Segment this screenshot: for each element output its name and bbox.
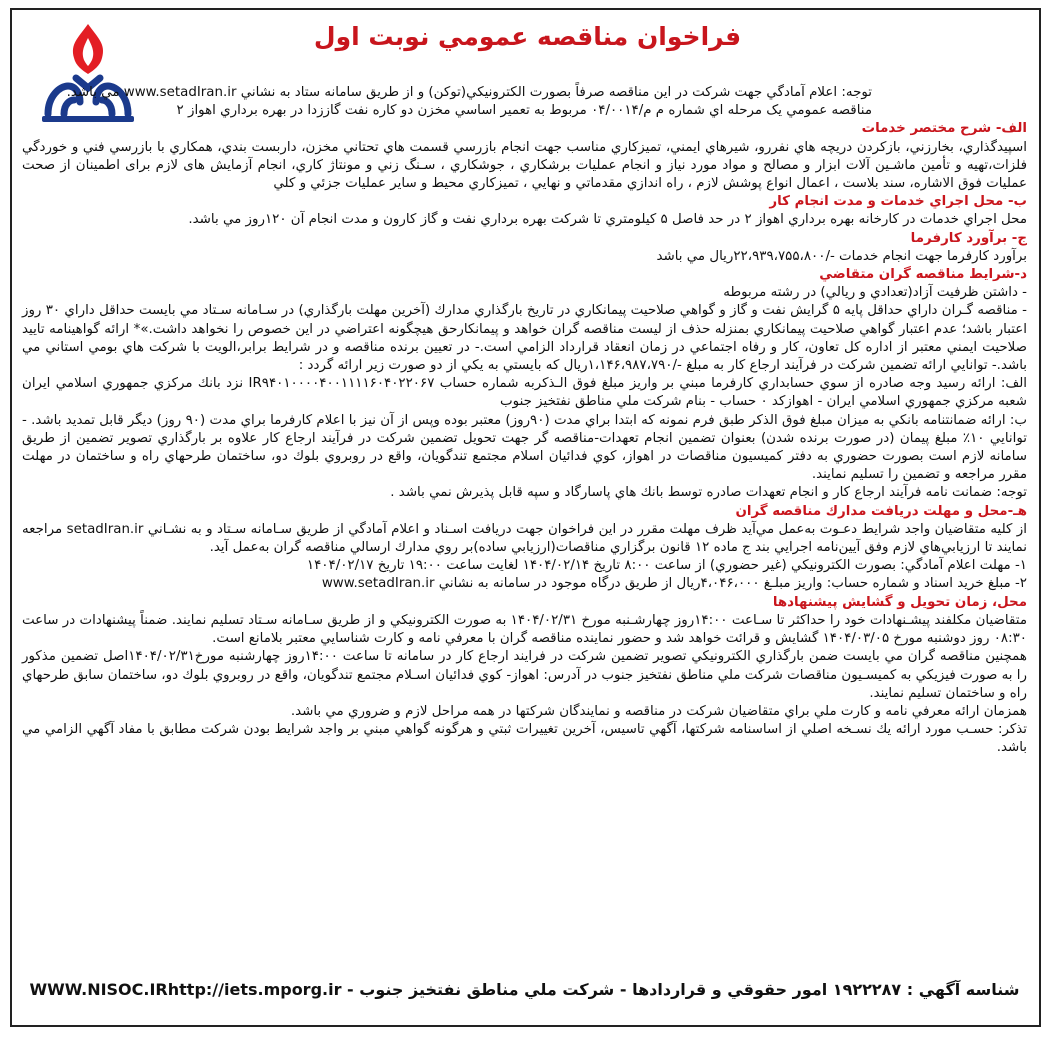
- section-c-body: برآورد كارفرما جهت انجام خدمات -/۲۲،۹۳۹،۷۵۵،۸۰۰ريال مي باشد: [656, 248, 1027, 264]
- section-a-body: اسپيدگذاري، بخارزني، بازكردن دريچه هاي نفررو، شيرهاي ايمني، تميزكاري مناسب جهت انجام بازرسي قسمت هاي تحتاني مخزن، داربست بندي، همكاري با بازرسي فني و خوردگي فلزات،تهيه و تأمين ماشـين آلات ابزار و مصالح و مواد مورد نياز و انجام عمليات برشكاري ، جوشكاري ، سـنگ زني و مونتاژ كاري، انجام آزمايش هاى لازم براى اطمينان از صحت عمليات فوق الاشاره، سند بلاست ، اعمال انواع پوشش لازم ، راه اندازي مقدماتي و نهايي ، تميزكاري محيط و ساير عمليات جزئي و كلي: [22, 139, 1027, 192]
- section-a-heading: الف- شرح مختصر خدمات: [861, 121, 1027, 137]
- section-d-item: - مناقصه گـران داراي حداقل پايه ۵ گرايش نفت و گاز و گواهي صلاحيت پيمانكاري در تاريخ بارگذاري مدارك (آخرين مهلت بارگذاري) در سـامانه سـتاد مي بايست حداقل داراي ۳۰ روز اعتبار باشد؛ عدم اعتبار گواهي صلاحيت پيمانكاري بمنزله حذف از ليست مناقصه گران خواهد و پيمانكارحق هيچگونه اعتراضي در اين خصوص را نخواهد داشت.»* ارائه گواهينامه تاييد صلاحيت ايمني معتبر از اداره كل تعاون، كار و رفاه اجتماعي در زمان انعقاد قرارداد الزامي است.- در تعيين برنده مناقصه و در شرايط برابر،الويت با شركت هاي بومي استاني مي باشد.- توانايي ارائه تضمين شركت در فرآيند ارجاع كار به مبلغ -/۱،۱۴۶،۹۸۷،۷۹۰ريال كه بايستي به يكي از دو صورت زير ارائه گردد :: [22, 303, 1027, 374]
- section-f-heading: محل، زمان تحويل و گشايش پيشنهادها: [772, 594, 1027, 610]
- notice-title: فراخوان مناقصه عمومي نوبت اول: [313, 22, 742, 51]
- intro-line-1: توجه: اعلام آمادگي جهت شركت در اين مناقصه صرفاً بصورت الكترونيكي(توكن) و از طريق سامانه ستاد به نشاني www.setadIran.ir مي باشد.: [66, 85, 872, 100]
- section-d-item: ب: ارائه ضمانتنامه بانكي به ميزان مبلغ فوق الذكر طبق فرم نمونه كه ابتدا براي مدت (۹۰روز) معتبر بوده وپس از آن نيز با اعلام كارفرما براي مدت (۹۰ روز) ديگر قابل تمديد باشد. - توانايي ۱۰٪ مبلغ پيمان (در صورت برنده شدن) بعنوان تضمين انجام تعهدات-مناقصه گر جهت تحويل تضمين شركت در فرآيند ارجاع كار علاوه بر بارگذاري تصوير تضمين از طريق سامانه لازم است بصورت حضوري به دفتر كميسيون مناقصات در اهواز، كوي فدائيان اسلام مجتمع تندگويان، واقع در روبروي بلوك دو، ساختمان طرحهاي راه و ساختمان در مهلت مقرر مراجعه و تضمين را تسليم نمايند.: [22, 412, 1027, 483]
- section-e-item: ۲- مبلغ خريد اسناد و شماره حساب: واريز مبلـغ ۴،۰۴۶،۰۰۰ريال از طريق درگاه موجود در سامانه به نشاني www.setadIran.ir: [321, 576, 1027, 592]
- section-c-heading: ج- برآورد كارفرما: [910, 230, 1027, 246]
- section-f-item: تذكر: حسـب مورد ارائه يك نسـخه اصلي از اساسنامه شركتها، آگهي تاسيس، آخرين تغييرات ثبتي و هرگونه گواهي مبني بر واجد شرايط بودن شركت مطابق با مفاد آگهي الزامي مي باشد.: [22, 722, 1027, 756]
- section-d-item: - داشتن ظرفيت آزاد(تعدادي و ريالي) در رشته مربوطه: [723, 285, 1027, 301]
- notice-body: [22, 84, 1027, 758]
- section-e-item: ۱- مهلت اعلام آمادگي: بصورت الكترونيكي (غير حضوري) از ساعت ۸:۰۰ تاريخ ۱۴۰۴/۰۲/۱۴ لغايت ساعت ۱۹:۰۰ تاريخ ۱۴۰۴/۰۲/۱۷: [306, 558, 1027, 574]
- intro-line-2: مناقصه عمومي يک مرحله اي شماره م م/۰۴/۰۰۱۴ مربوط به تعمير اساسي مخزن دو كاره نفت گاززدا در بهره برداري اهواز ۲: [176, 103, 872, 119]
- section-e-item: از كليه متقاضيان واجد شرايط دعـوت به‌عمل مي‌آيد ظرف مهلت مقرر در اين فراخوان جهت دريافت اسـناد و اعلام آمادگي از طريق سـامانه سـتاد و به نشـاني setadIran.ir مراجعه نمايند تا ارزيابي‌هاي لازم وفق آيين‌نامه اجرايي بند ج ماده ۱۲ قانون برگزاري مناقصات(ارزيابي ساده)بر روي مدارك ارسالي مناقصه گران به‌عمل آيد.: [22, 521, 1027, 556]
- section-d-item: الف: ارائه رسيد وجه صادره از سوي حسابداري كارفرما مبني بر واريز مبلغ فوق الـذكربه شماره حساب IR۹۴۰۱۰۰۰۰۴۰۰۱۱۱۱۶۰۴۰۲۲۰۶۷ نزد بانك مركزي جمهوري اسلامي ايران شعبه مركزي جمهوري اسلامي ايران - اهوازكد ۰ حساب - بنام شركت ملي مناطق نفتخيز جنوب: [22, 376, 1028, 410]
- section-b-body: محل اجراي خدمات در كارخانه بهره برداري اهواز ۲ در حد فاصل ۵ كيلومتري تا شركت بهره برداري نفت و گاز كارون و مدت انجام آن ۱۲۰روز مي باشد.: [188, 212, 1027, 228]
- section-f-item: همزمان ارائه معرفي نامه و كارت ملي براي متقاضيان شركت در مناقصه و نمايندگان شركتها در همه مراحل لازم و ضروري مي باشد.: [290, 703, 1027, 719]
- section-f-item: همچنين مناقصه گران مي بايست ضمن بارگذاري الكترونيكي تصوير تضمين شركت در فرايند ارجاع كار در سامانه تا ساعت ۱۴:۰۰روز چهارشنبه مورخ۱۴۰۴/۰۲/۳۱اصل تضمين مذكور را به صورت فيزيكي به كميسـيون مناقصات شركت ملي مناطق نفتخيز جنوب در آدرس: اهواز- كوي فدائيان اسـلام مجتمع تندگويان، واقع در روبروي بلوك دو، ساختمان سابق طرحهاي راه و ساختمان تسليم نمايند.: [22, 649, 1027, 701]
- section-d-heading: د-شرايط مناقصه گران متقاضي: [819, 267, 1027, 283]
- section-b-heading: ب- محل اجراي خدمات و مدت انجام كار: [769, 194, 1027, 210]
- section-e-heading: هـ-محل و مهلت دريافت مدارك مناقصه گران: [735, 503, 1027, 519]
- section-f-item: متقاضيان مكلفند پيشـنهادات خود را حداكثر تا سـاعت ۱۴:۰۰روز چهارشـنبه مورخ ۱۴۰۴/۰۲/۳۱ به صورت الكترونيكي و از طريق سـامانه سـتاد تسليم نمايند. ضمناً پيشنهادات در ساعت ۰۸:۳۰ روز دوشنبه مورخ ۱۴۰۴/۰۳/۰۵ گشايش و قرائت خواهد شد و حضور نماينده مناقصه گران با معرفي نامه و كارت شناسايي معتبر بلامانع است.: [22, 612, 1027, 647]
- notice-footer: شناسه آگهي : ۱۹۲۲۲۸۷ امور حقوقي و قراردادها - شركت ملي مناطق نفتخيز جنوب - WWW.NISOC.IRhttp://iets.mporg.ir: [29, 980, 1020, 999]
- section-d-item: توجه: ضمانت نامه فرآيند ارجاع كار و انجام تعهدات صادره توسط بانك هاي پاسارگاد و سپه قابل پذيرش نمي باشد .: [390, 485, 1027, 501]
